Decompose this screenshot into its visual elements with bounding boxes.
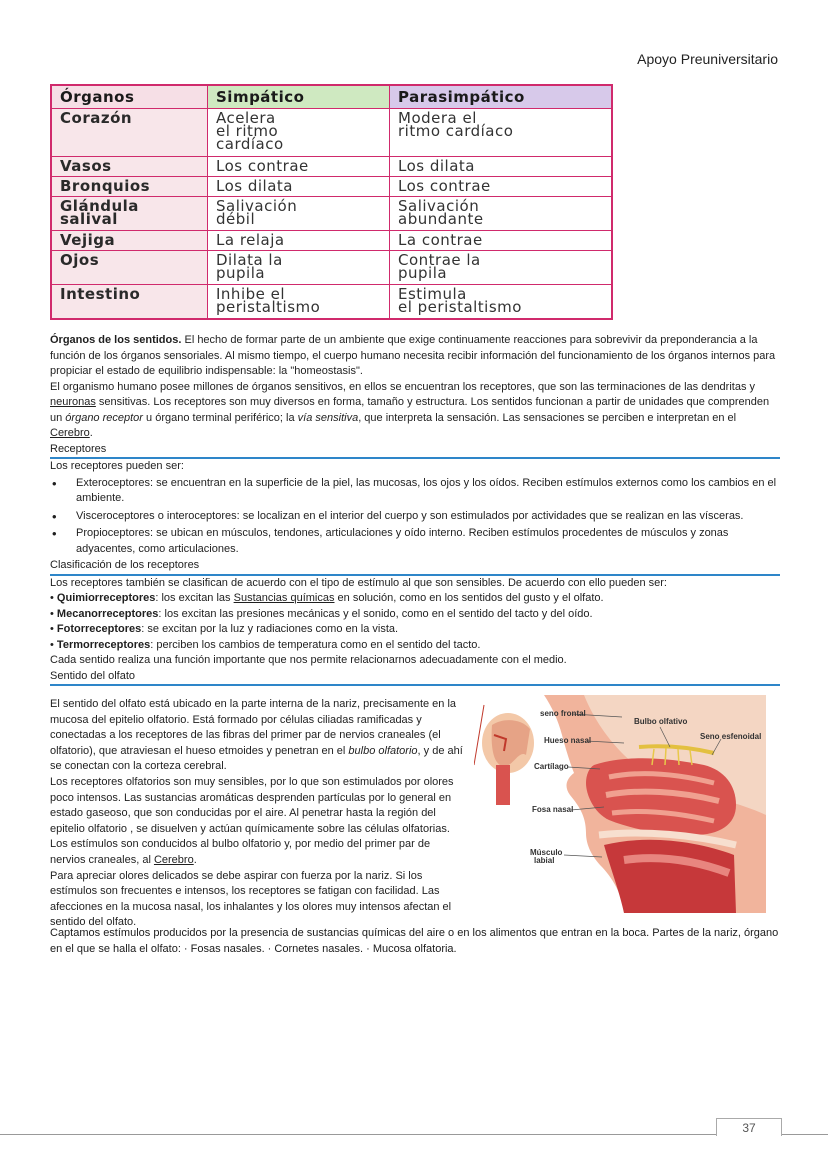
table-cell: La contrae bbox=[390, 231, 613, 251]
table-cell: Los contrae bbox=[390, 177, 613, 197]
list-item: • Visceroceptores o interoceptores: se localizan en el interior del cuerpo y son estimulados por actividades que se realizan en las vísceras. bbox=[76, 509, 780, 525]
text-span: , y de ahí se conectan con la corteza cerebral. bbox=[50, 744, 463, 773]
table-cell: Bronquios bbox=[51, 177, 208, 197]
olfato-heading: Sentido del olfato bbox=[50, 669, 780, 687]
olfato-text bbox=[50, 697, 468, 931]
table-row bbox=[51, 157, 612, 177]
table-row bbox=[51, 109, 612, 157]
olfato-paragraph-1 bbox=[50, 697, 468, 775]
clasificacion-intro: Los receptores también se clasifican de acuerdo con el tipo de estímulo al que son sensibles. De acuerdo con ello pueden ser: bbox=[50, 576, 667, 589]
table-cell: Los dilata bbox=[208, 177, 390, 197]
table-cell: Los contrae bbox=[208, 157, 390, 177]
table-cell: Dilata la pupila bbox=[208, 251, 390, 285]
olfato-paragraph-3: Para apreciar olores delicados se debe aspirar con fuerza por la nariz. Si los estímulos son frecuentes e intensos, los receptores se fatigan con facilidad. Las afecciones en la mucosa nasal, los inhalantes y los olores muy intensos afectan el sentido del olfato. bbox=[50, 869, 452, 929]
table-cell: Ojos bbox=[51, 251, 208, 285]
table-header-row bbox=[51, 85, 612, 109]
olfato-paragraph-4: Captamos estímulos producidos por la presencia de sustancias químicas del aire o en los alimentos que entran en la boca. Partes de la nariz, órgano en el que se halla el olfato: · Fosas nasales. · Cornetes nasales. · Mucosa olfatoria. bbox=[50, 927, 779, 955]
label-cartilago: Cartílago bbox=[534, 762, 569, 771]
table-row bbox=[51, 197, 612, 231]
fotorreceptores-item: • Fotorreceptores: se excitan por la luz y radiaciones como en la vista. bbox=[50, 623, 399, 635]
sentidos-paragraph-1 bbox=[50, 333, 780, 380]
receptores-heading: Receptores bbox=[50, 442, 780, 460]
table-row bbox=[51, 251, 612, 285]
cerebro-link[interactable]: Cerebro bbox=[50, 427, 90, 439]
label-hueso-nasal: Hueso nasal bbox=[544, 736, 592, 745]
olfato-paragraph-2 bbox=[50, 775, 468, 869]
term: Quimiorreceptores bbox=[56, 592, 156, 604]
table-cell: Vasos bbox=[51, 157, 208, 177]
table-cell: Corazón bbox=[51, 109, 208, 157]
footer-line bbox=[0, 1134, 828, 1135]
table-cell: La relaja bbox=[208, 231, 390, 251]
text-span: : los excitan las presiones mecánicas y el sonido, como en el sentido del tacto y del oído. bbox=[158, 607, 593, 620]
text-emphasis: vía sensitiva bbox=[297, 411, 359, 424]
table-cell: Modera el ritmo cardíaco bbox=[390, 109, 613, 157]
table-cell: Contrae la pupila bbox=[390, 251, 613, 285]
text-span: , que interpreta la sensación. Las sensaciones se perciben e interpretan en el bbox=[358, 411, 737, 424]
term: Fotorreceptores bbox=[56, 623, 142, 635]
mecanorreceptores-item: • Mecanorreceptores: los excitan las presiones mecánicas y el sonido, como en el sentido del tacto y del oído. bbox=[50, 607, 593, 620]
text-span: en solución, como en los sentidos del gusto y el olfato. bbox=[334, 592, 604, 604]
clasificacion-heading: Clasificación de los receptores bbox=[50, 558, 780, 576]
text-span: : perciben los cambios de temperatura como en el sentido del tacto. bbox=[150, 638, 481, 651]
receptores-list bbox=[50, 476, 780, 558]
table-cell: Vejiga bbox=[51, 231, 208, 251]
table-header-simpatico: Simpático bbox=[208, 85, 390, 109]
text-span: . bbox=[193, 853, 197, 866]
sentidos-title: Órganos de los sentidos. bbox=[50, 334, 182, 346]
text-span: . bbox=[89, 427, 93, 439]
text-span: : los excitan las bbox=[155, 592, 234, 604]
cerebro-link[interactable]: Cerebro bbox=[153, 853, 194, 866]
term: Mecanorreceptores bbox=[56, 607, 159, 620]
label-bulbo-olfativo: Bulbo olfativo bbox=[634, 717, 688, 726]
sentidos-section bbox=[50, 333, 780, 686]
text-span: Los receptores olfatorios son muy sensibles, por lo que son estimulados por olores poco intensos. Las sustancias aromáticas desprenden partículas por lo general en estado gaseoso, que son conducidas por el aire. Al penetrar hasta la región del epitelio olfatorio , se disuelven y actúan químicamente sobre las células olfatorias. Los estímulos son conducidos al bulbo olfatorio y, por medio del primer par de nervios craneales, al bbox=[50, 775, 454, 866]
table-row bbox=[51, 285, 612, 319]
table-cell: Estimula el peristaltismo bbox=[390, 285, 613, 319]
label-fosa-nasal: Fosa nasal bbox=[532, 805, 574, 814]
olfato-final-paragraph bbox=[50, 926, 780, 957]
table-cell: Acelera el ritmo cardíaco bbox=[208, 109, 390, 157]
sentidos-text: El hecho de formar parte de un ambiente que exige continuamente reacciones para sobrevivir da preponderancia a la función de los órganos sensoriales. Al mismo tiempo, el cuerpo humano necesita recibir información del funcionamiento de los órganos internos para propiciar el estado de equilibrio indispensable: la "homeostasis". bbox=[50, 334, 776, 377]
list-item: • Exteroceptores: se encuentran en la superficie de la piel, las mucosas, los ojos y los oídos. Reciben estímulos externos como los cambios en el ambiente. bbox=[76, 476, 780, 507]
page-number: 37 bbox=[716, 1118, 782, 1136]
label-labial: labial bbox=[534, 856, 555, 865]
text-emphasis: bulbo olfatorio bbox=[348, 744, 418, 757]
termorreceptores-item: • Termorreceptores: perciben los cambios de temperatura como en el sentido del tacto. bbox=[50, 638, 481, 651]
text-span: u órgano terminal periférico; la bbox=[142, 411, 298, 424]
table-header-organos: Órganos bbox=[51, 85, 208, 109]
clasificacion-closing: Cada sentido realiza una función importante que nos permite relacionarnos adecuadamente con el medio. bbox=[50, 654, 567, 666]
table-row bbox=[51, 177, 612, 197]
label-seno-esfenoidal: Seno esfenoidal bbox=[700, 732, 762, 741]
page-header-title: Apoyo Preuniversitario bbox=[637, 51, 778, 67]
table-header-parasimpatico: Parasimpático bbox=[390, 85, 613, 109]
table-cell: Inhibe el peristaltismo bbox=[208, 285, 390, 319]
quimiorreceptores-item: • Quimiorreceptores: los excitan las Sustancias químicas en solución, como en los sentidos del gusto y el olfato. bbox=[50, 592, 604, 604]
nasal-anatomy-illustration bbox=[474, 695, 766, 913]
table-cell: Salivación débil bbox=[208, 197, 390, 231]
label-seno-frontal: seno frontal bbox=[540, 709, 586, 718]
text-emphasis: órgano receptor bbox=[65, 411, 143, 424]
text-span: El sentido del olfato está ubicado en la parte interna de la nariz, precisamente en la mucosa del epitelio olfatorio. Está formado por células ciliadas ramificadas y conectadas a los receptores de las fibras del primer par de nervios craneales (el olfatorio), que atraviesan el hueso etmoides y penetran en el bbox=[50, 698, 457, 757]
sentidos-paragraph-2 bbox=[50, 380, 780, 442]
text-span: sensitivas. Los receptores son muy diversos en forma, tamaño y estructura. Los sentidos funcionan a partir de unidades que comprenden un bbox=[50, 396, 770, 424]
neuronas-link[interactable]: neuronas bbox=[50, 396, 96, 408]
table-cell: Intestino bbox=[51, 285, 208, 319]
table-row bbox=[51, 231, 612, 251]
autonomic-organs-table bbox=[50, 84, 613, 320]
text-span: El organismo humano posee millones de órganos sensitivos, en ellos se encuentran los receptores, que son las terminaciones de las dendritas y bbox=[50, 380, 756, 393]
text-span: : se excitan por la luz y radiaciones como en la vista. bbox=[141, 623, 399, 635]
label-musculo: Músculo bbox=[530, 848, 563, 857]
table-cell: Los dilata bbox=[390, 157, 613, 177]
receptores-intro: Los receptores pueden ser: bbox=[50, 460, 184, 472]
sustancias-quimicas-link[interactable]: Sustancias químicas bbox=[233, 592, 335, 604]
table-cell: Salivación abundante bbox=[390, 197, 613, 231]
list-item: • Propioceptores: se ubican en músculos, tendones, articulaciones y oído interno. Reciben estímulos procedentes de músculos y zonas adyacentes, como articulaciones. bbox=[76, 526, 780, 557]
table-cell: Glándula salival bbox=[51, 197, 208, 231]
term: Termorreceptores bbox=[56, 638, 151, 651]
